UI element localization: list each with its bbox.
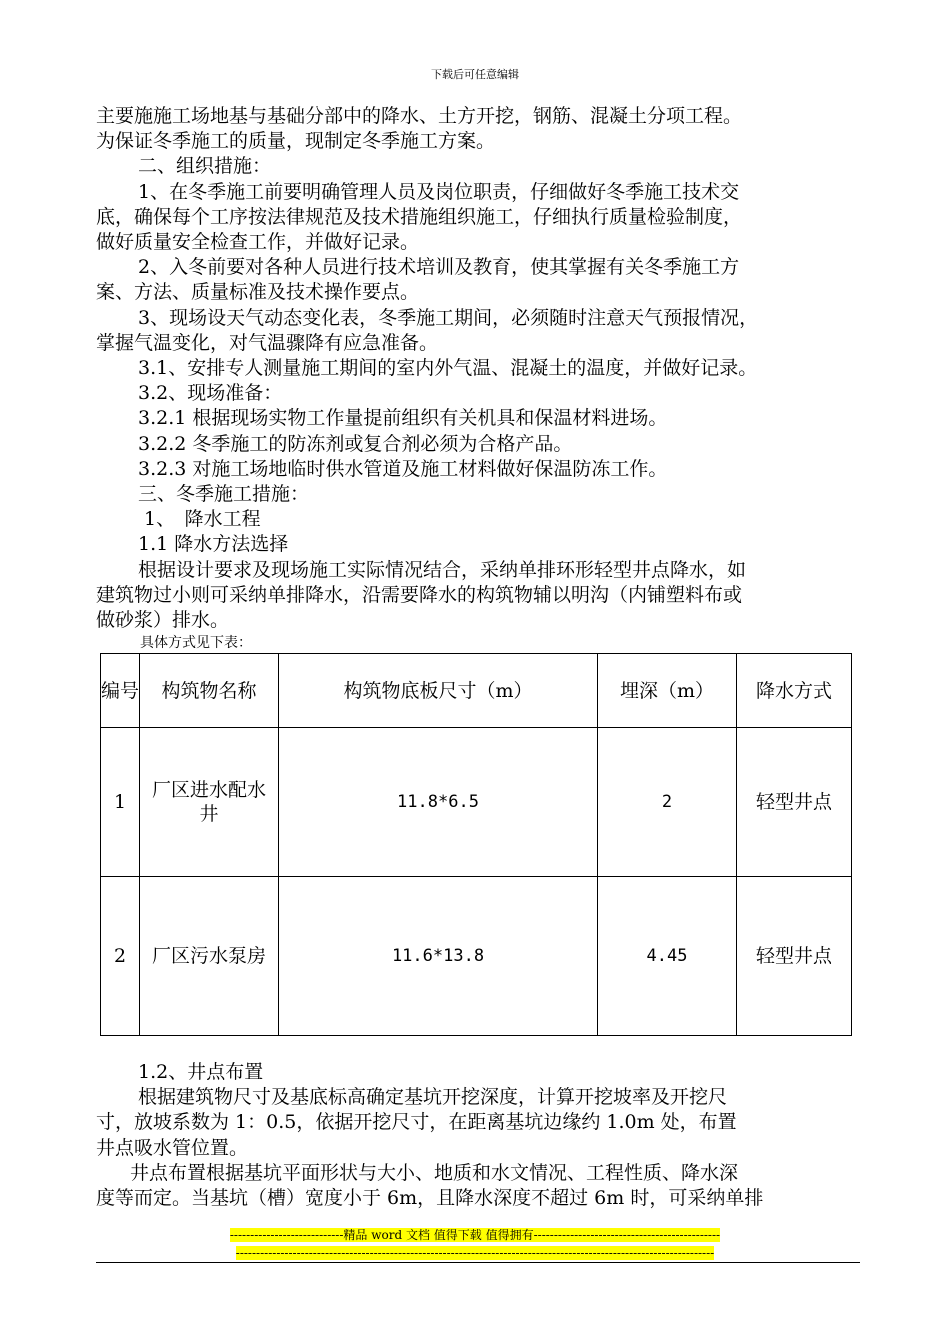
paragraph: 3、现场设天气动态变化表，冬季施工期间，必须随时注意天气预报情况， [138,306,759,329]
paragraph: 度等而定。当基坑（槽）宽度小于 6m，且降水深度不超过 6m 时，可采纳单排 [96,1187,764,1210]
table-caption: 具体方式见下表： [140,635,252,652]
paragraph: 案、方法、质量标准及技术操作要点。 [96,281,420,304]
paragraph: 3.2.2 冬季施工的防冻剂或复合剂必须为合格产品。 [138,432,573,455]
dewatering-table [100,653,852,1036]
table-header-row [101,654,852,728]
heading-winter-measures: 三、冬季施工措施： [138,483,310,506]
table-cell: 11.8*6.5 [279,728,598,877]
paragraph: 1、在冬季施工前要明确管理人员及岗位职责，仔细做好冬季施工技术交 [138,180,740,203]
paragraph: 做砂浆）排水。 [96,609,230,632]
paragraph: 寸，放坡系数为 1：0.5，依据开挖尺寸，在距离基坑边缘约 1.0m 处，布置 [96,1111,737,1134]
paragraph: 根据建筑物尺寸及基底标高确定基坑开挖深度，计算开挖坡率及开挖尺 [138,1086,728,1109]
paragraph: 底，确保每个工序按法律规范及技术措施组织施工，仔细执行质量检验制度， [96,205,743,228]
paragraph: 井点吸水管位置。 [96,1136,249,1159]
table-cell: 11.6*13.8 [279,877,598,1036]
footer-divider [96,1262,860,1263]
paragraph: 3.2、现场准备： [138,382,283,405]
paragraph: 3.2.3 对施工场地临时供水管道及施工材料做好保温防冻工作。 [138,457,668,480]
paragraph: 井点布置根据基坑平面形状与大小、地质和水文情况、工程性质、降水深 [130,1161,739,1184]
paragraph: 3.1、安排专人测量施工期间的室内外气温、混凝土的温度，并做好记录。 [138,357,758,380]
paragraph: 主要施施工场地基与基础分部中的降水、土方开挖，钢筋、混凝土分项工程。 [96,105,743,127]
heading-organization: 二、组织措施： [138,155,272,178]
table-cell: 轻型井点 [737,877,852,1036]
table-header-cell: 构筑物底板尺寸（m） [279,654,598,728]
paragraph: 为保证冬季施工的质量，现制定冬季施工方案。 [96,130,496,153]
table-cell: 厂区污水泵房 [140,877,279,1036]
footer-banner: ----------------------------精品 word 文档 值得下载 值得拥有---------------------------------------------- [229,1228,721,1242]
heading-dewatering: 1、 降水工程 [144,508,261,531]
table-cell: 轻型井点 [737,728,852,877]
table-cell: 1 [101,728,140,877]
body-text [96,104,864,653]
page-header: 下载后可任意编辑 [431,68,519,81]
paragraph: 根据设计要求及现场施工实际情况结合，采纳单排环形轻型井点降水，如 [138,558,747,581]
table-cell: 2 [598,728,737,877]
table-row [101,877,852,1036]
paragraph: 3.2.1 根据现场实物工作量提前组织有关机具和保温材料进场。 [138,407,668,430]
footer-rule-text: ---------------------------------------------------------------------------------------------------------------------- [235,1246,715,1260]
table-cell: 2 [101,877,140,1036]
table-cell: 厂区进水配水井 [140,728,279,877]
paragraph: 做好质量安全检查工作，并做好记录。 [96,231,420,254]
paragraph: 建筑物过小则可采纳单排降水，沿需要降水的构筑物辅以明沟（内铺塑料布或 [96,583,743,606]
heading-method: 1.1 降水方法选择 [138,533,289,556]
table-header-cell: 埋深（m） [598,654,737,728]
page-footer [0,1226,950,1262]
paragraph: 掌握气温变化，对气温骤降有应急准备。 [96,331,439,354]
table-row [101,728,852,877]
paragraph: 2、入冬前要对各种人员进行技术培训及教育，使其掌握有关冬季施工方 [138,256,740,279]
table-header-cell: 降水方式 [737,654,852,728]
table-cell: 4.45 [598,877,737,1036]
section-wellpoint [96,1060,864,1211]
table-header-cell: 构筑物名称 [140,654,279,728]
table-header-cell: 编号 [101,654,140,728]
heading-wellpoint-layout: 1.2、井点布置 [138,1061,264,1083]
